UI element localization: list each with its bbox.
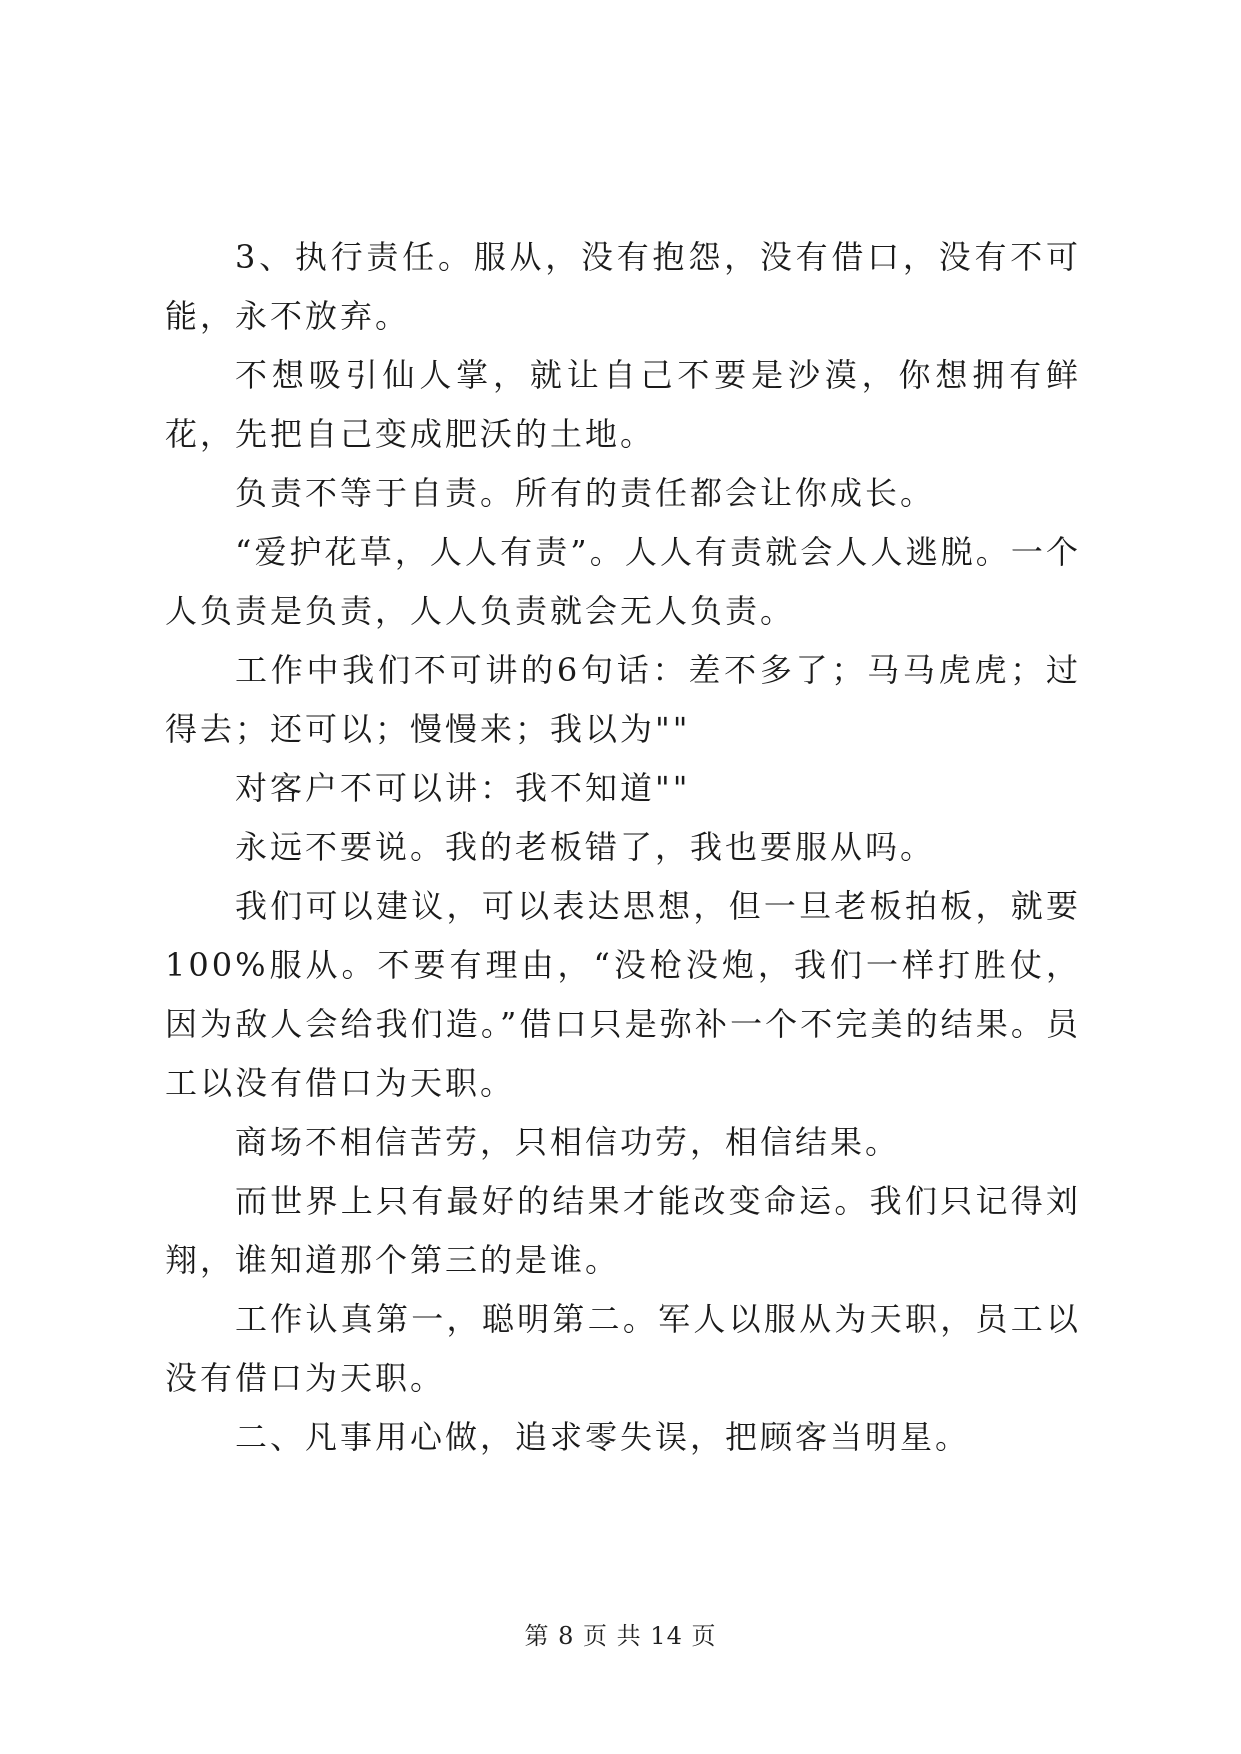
paragraph-8: 我们可以建议，可以表达思想，但一旦老板拍板，就要100%服从。不要有理由，“没枪没炮，我们一样打胜仗，因为敌人会给我们造。”借口只是弥补一个不完美的结果。员工以没有借口为天职。 [165, 887, 1081, 1102]
document-body [165, 228, 1081, 1467]
paragraph-1: 3、执行责任。服从，没有抱怨，没有借口，没有不可能，永不放弃。 [165, 238, 1081, 335]
paragraph-2: 不想吸引仙人掌，就让自己不要是沙漠，你想拥有鲜花，先把自己变成肥沃的土地。 [165, 356, 1081, 453]
paragraph-5: 工作中我们不可讲的6句话：差不多了；马马虎虎；过得去；还可以；慢慢来；我以为"" [165, 651, 1081, 748]
paragraph-12: 二、凡事用心做，追求零失误，把顾客当明星。 [235, 1418, 971, 1456]
paragraph-11: 工作认真第一，聪明第二。军人以服从为天职，员工以没有借口为天职。 [165, 1300, 1081, 1397]
paragraph-10: 而世界上只有最好的结果才能改变命运。我们只记得刘翔，谁知道那个第三的是谁。 [165, 1182, 1081, 1279]
paragraph-9: 商场不相信苦劳，只相信功劳，相信结果。 [235, 1123, 901, 1161]
paragraph-6: 对客户不可以讲：我不知道"" [235, 769, 691, 807]
page-number-footer: 第 8 页 共 14 页 [524, 1622, 717, 1650]
paragraph-3: 负责不等于自责。所有的责任都会让你成长。 [235, 474, 936, 512]
paragraph-7: 永远不要说。我的老板错了，我也要服从吗。 [235, 828, 936, 866]
paragraph-4: “爱护花草，人人有责”。人人有责就会人人逃脱。一个人负责是负责，人人负责就会无人负责。 [165, 533, 1081, 630]
